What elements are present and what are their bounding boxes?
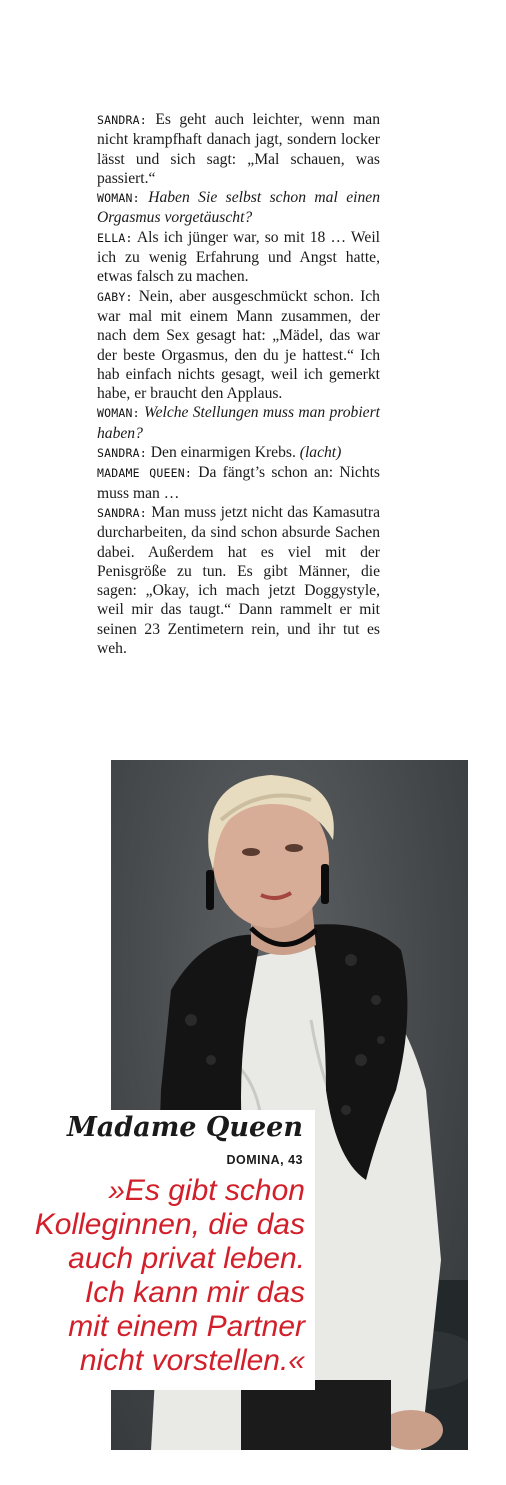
speaker-label: GABY: <box>97 289 133 304</box>
paragraph-text: Da fängt’s schon an: Nichts muss man … <box>97 464 380 502</box>
question-text: Haben Sie selbst schon mal einen Orgasmus vorgetäuscht? <box>97 189 380 227</box>
interview-question <box>97 403 380 443</box>
speaker-label: SANDRA: <box>97 113 147 127</box>
quote-line: »Es gibt schon <box>108 1174 305 1207</box>
quote-line: Ich kann mir das <box>84 1276 305 1309</box>
interview-paragraph <box>97 110 380 188</box>
quote-caption-box <box>11 1110 315 1390</box>
speaker-label: MADAME QUEEN: <box>97 466 192 481</box>
interview-paragraph <box>97 228 380 287</box>
speaker-label: WOMAN: <box>97 406 140 421</box>
paragraph-text: Als ich jünger war, so mit 18 … Weil ich zu wenig Erfahrung und Angst hatte, etwas falsch zu machen. <box>97 228 380 286</box>
person-name: Madame Queen <box>66 1112 303 1143</box>
paragraph-text: Den einarmigen Krebs. <box>150 444 296 462</box>
quote-line: mit einem Partner <box>68 1310 305 1343</box>
speaker-label: SANDRA: <box>97 505 147 520</box>
pull-quote <box>5 1174 305 1378</box>
speaker-label: WOMAN: <box>97 191 140 206</box>
interview-paragraph <box>97 463 380 503</box>
quote-line: nicht vorstellen.« <box>79 1344 305 1377</box>
speaker-label: SANDRA: <box>97 446 147 461</box>
article-text <box>97 110 380 658</box>
quote-line: Kolleginnen, die das <box>34 1208 305 1241</box>
interview-paragraph <box>97 443 380 463</box>
interview-question <box>97 188 380 228</box>
interview-paragraph <box>97 503 380 658</box>
paragraph-text: Es geht auch leichter, wenn man nicht krampfhaft danach jagt, sondern locker lässt und sich sagt: „Mal schauen, was passiert.“ <box>97 111 380 187</box>
speaker-label: ELLA: <box>97 230 133 245</box>
question-text: Welche Stellungen muss man probiert haben? <box>97 404 380 442</box>
paragraph-text: Man muss jetzt nicht das Kamasutra durcharbeiten, da sind schon absurde Sachen dabei. Außerdem hat es viel mit der Penisgröße zu tun. Es gibt Männer, die sagen: „Okay, ich mach jetzt Doggystyle, weil mir das taugt.“ Dann rammelt er mit seinen 23 Zentimetern rein, und ihr tut es weh. <box>97 503 380 658</box>
quote-line: auch privat leben. <box>68 1242 305 1275</box>
stage-note: (lacht) <box>299 444 342 462</box>
interview-paragraph <box>97 287 380 404</box>
person-role: DOMINA, 43 <box>226 1153 303 1167</box>
paragraph-text: Nein, aber ausgeschmückt schon. Ich war mal mit einem Mann zusammen, der nach dem Sex gesagt hat: „Mädel, das war der beste Orgasmus, den du je hattest.“ Ich hab einfach nichts gesagt, weil ich gemerkt habe, er braucht den Applaus. <box>97 287 380 403</box>
